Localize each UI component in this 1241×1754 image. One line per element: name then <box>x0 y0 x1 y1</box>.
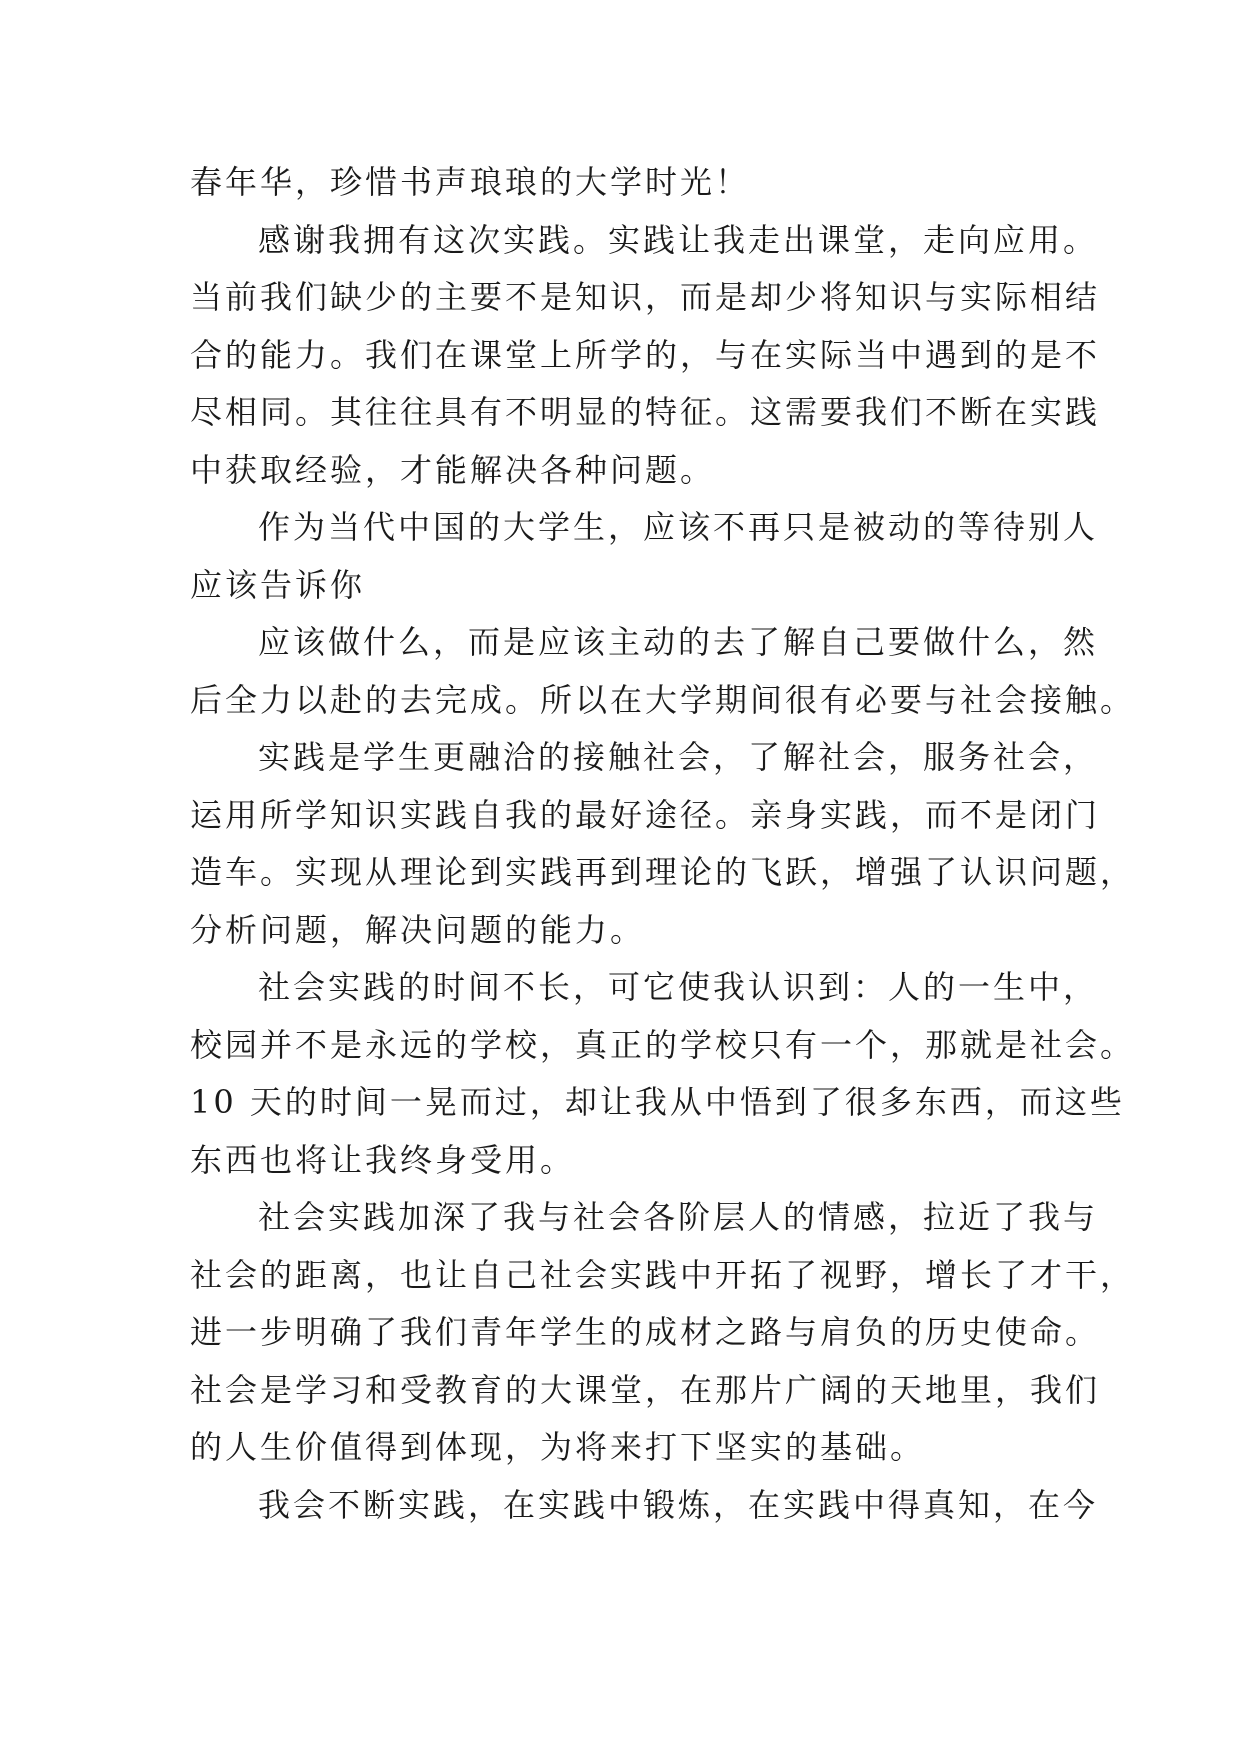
text-line: 的人生价值得到体现，为将来打下坚实的基础。 <box>190 1428 926 1466</box>
text-line: 运用所学知识实践自我的最好途径。亲身实践，而不是闭门 <box>190 795 1101 834</box>
text-line: 社会实践的时间不长，可它使我认识到：人的一生中， <box>258 968 1099 1006</box>
text-line: 尽相同。其往往具有不明显的特征。这需要我们不断在实践 <box>190 393 1101 431</box>
text-line: 应该做什么，而是应该主动的去了解自己要做什么，然 <box>258 623 1099 661</box>
text-line: 实践是学生更融洽的接触社会，了解社会，服务社会， <box>258 738 1099 776</box>
text-line: 造车。实现从理论到实践再到理论的飞跃，增强了认识问题， <box>190 853 1136 891</box>
text-line: 我会不断实践，在实践中锻炼，在实践中得真知，在今 <box>258 1485 1099 1524</box>
text-line: 进一步明确了我们青年学生的成材之路与肩负的历史使命。 <box>190 1313 1101 1351</box>
text-line: 社会的距离，也让自己社会实践中开拓了视野，增长了才干， <box>190 1255 1136 1294</box>
text-line: 当前我们缺少的主要不是知识，而是却少将知识与实际相结 <box>190 278 1101 316</box>
text-line: 校园并不是永远的学校，真正的学校只有一个，那就是社会。 <box>190 1025 1136 1064</box>
document-body <box>190 154 1136 1534</box>
text-line: 应该告诉你 <box>190 565 366 604</box>
text-line: 中获取经验，才能解决各种问题。 <box>190 450 716 489</box>
text-line: 东西也将让我终身受用。 <box>190 1140 576 1179</box>
text-line: 后全力以赴的去完成。所以在大学期间很有必要与社会接触。 <box>190 680 1136 719</box>
text-line: 合的能力。我们在课堂上所学的，与在实际当中遇到的是不 <box>190 335 1101 374</box>
text-line: 春年华，珍惜书声琅琅的大学时光！ <box>190 163 751 201</box>
text-line: 社会是学习和受教育的大课堂，在那片广阔的天地里，我们 <box>190 1370 1101 1409</box>
text-line: 分析问题，解决问题的能力。 <box>190 910 646 949</box>
text-line: 社会实践加深了我与社会各阶层人的情感，拉近了我与 <box>258 1198 1099 1236</box>
text-line: 感谢我拥有这次实践。实践让我走出课堂，走向应用。 <box>258 220 1099 259</box>
text-line: 10 天的时间一晃而过，却让我从中悟到了很多东西，而这些 <box>190 1083 1125 1121</box>
text-line: 作为当代中国的大学生，应该不再只是被动的等待别人 <box>258 508 1099 546</box>
